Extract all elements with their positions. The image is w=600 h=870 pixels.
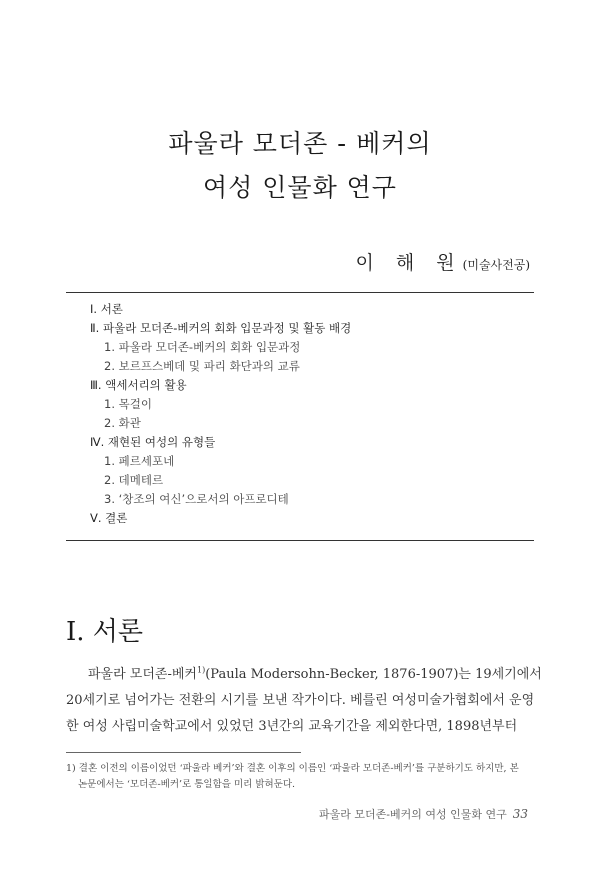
- author-name: 이 해 원: [355, 252, 463, 274]
- toc-subsection[interactable]: 2. 화관: [104, 416, 141, 430]
- body-line-3: 한 여성 사립미술학교에서 있었던 3년간의 교육기간을 제외한다면, 1898년부터: [66, 719, 518, 734]
- author: [356, 248, 530, 275]
- footnote-rule: [66, 752, 301, 753]
- toc-bottom-rule: [66, 540, 534, 541]
- toc-section[interactable]: Ⅲ. 액세서리의 활용: [90, 378, 187, 392]
- toc-subsection[interactable]: 1. 목걸이: [104, 397, 152, 411]
- toc-section[interactable]: Ⅰ. 서론: [90, 302, 123, 316]
- toc-subsection[interactable]: 2. 데메테르: [104, 473, 164, 487]
- footnote-line-1: 1) 결혼 이전의 이름이었던 ‘파울라 베커’와 결혼 이후의 이름인 ‘파울라 모더존-베커’를 구분하기도 하지만, 본: [66, 763, 519, 774]
- toc-top-rule: [66, 292, 534, 293]
- author-affiliation: (미술사전공): [462, 258, 530, 272]
- toc-subsection[interactable]: 3. ‘창조의 여신’으로서의 아프로디테: [104, 492, 289, 506]
- body-line-2: 20세기로 넘어가는 전환의 시기를 보낸 작가이다. 베를린 여성미술가협회에서 운영: [66, 693, 535, 708]
- footnote-mark[interactable]: 1): [197, 665, 206, 675]
- title-line-1: 파울라 모더존 - 베커의: [168, 129, 432, 158]
- body-line-1: [88, 663, 542, 682]
- toc-section[interactable]: Ⅳ. 재현된 여성의 유형들: [90, 435, 216, 449]
- toc-section[interactable]: Ⅴ. 결론: [90, 511, 128, 525]
- page-number: 33: [512, 807, 528, 821]
- toc-subsection[interactable]: 2. 보르프스베데 및 파리 화단과의 교류: [104, 359, 300, 373]
- body-line-1-b: (Paula Modersohn-Becker, 1876-1907)는 19세기에서: [205, 667, 542, 682]
- table-of-contents: [90, 300, 520, 528]
- toc-subsection[interactable]: 1. 파울라 모더존-베커의 회화 입문과정: [104, 340, 301, 354]
- toc-section[interactable]: Ⅱ. 파울라 모더존-베커의 회화 입문과정 및 활동 배경: [90, 321, 352, 335]
- page-footer: [319, 806, 528, 822]
- section-heading: Ⅰ. 서론: [66, 617, 144, 647]
- toc-subsection[interactable]: 1. 페르세포네: [104, 454, 175, 468]
- running-title: 파울라 모더존-베커의 여성 인물화 연구: [319, 808, 507, 821]
- body-line-1-a: 파울라 모더존-베커: [88, 667, 197, 682]
- footnote-line-2: 논문에서는 ‘모더존-베커’로 통일함을 미리 밝혀둔다.: [78, 779, 296, 790]
- title-line-2: 여성 인물화 연구: [203, 173, 397, 202]
